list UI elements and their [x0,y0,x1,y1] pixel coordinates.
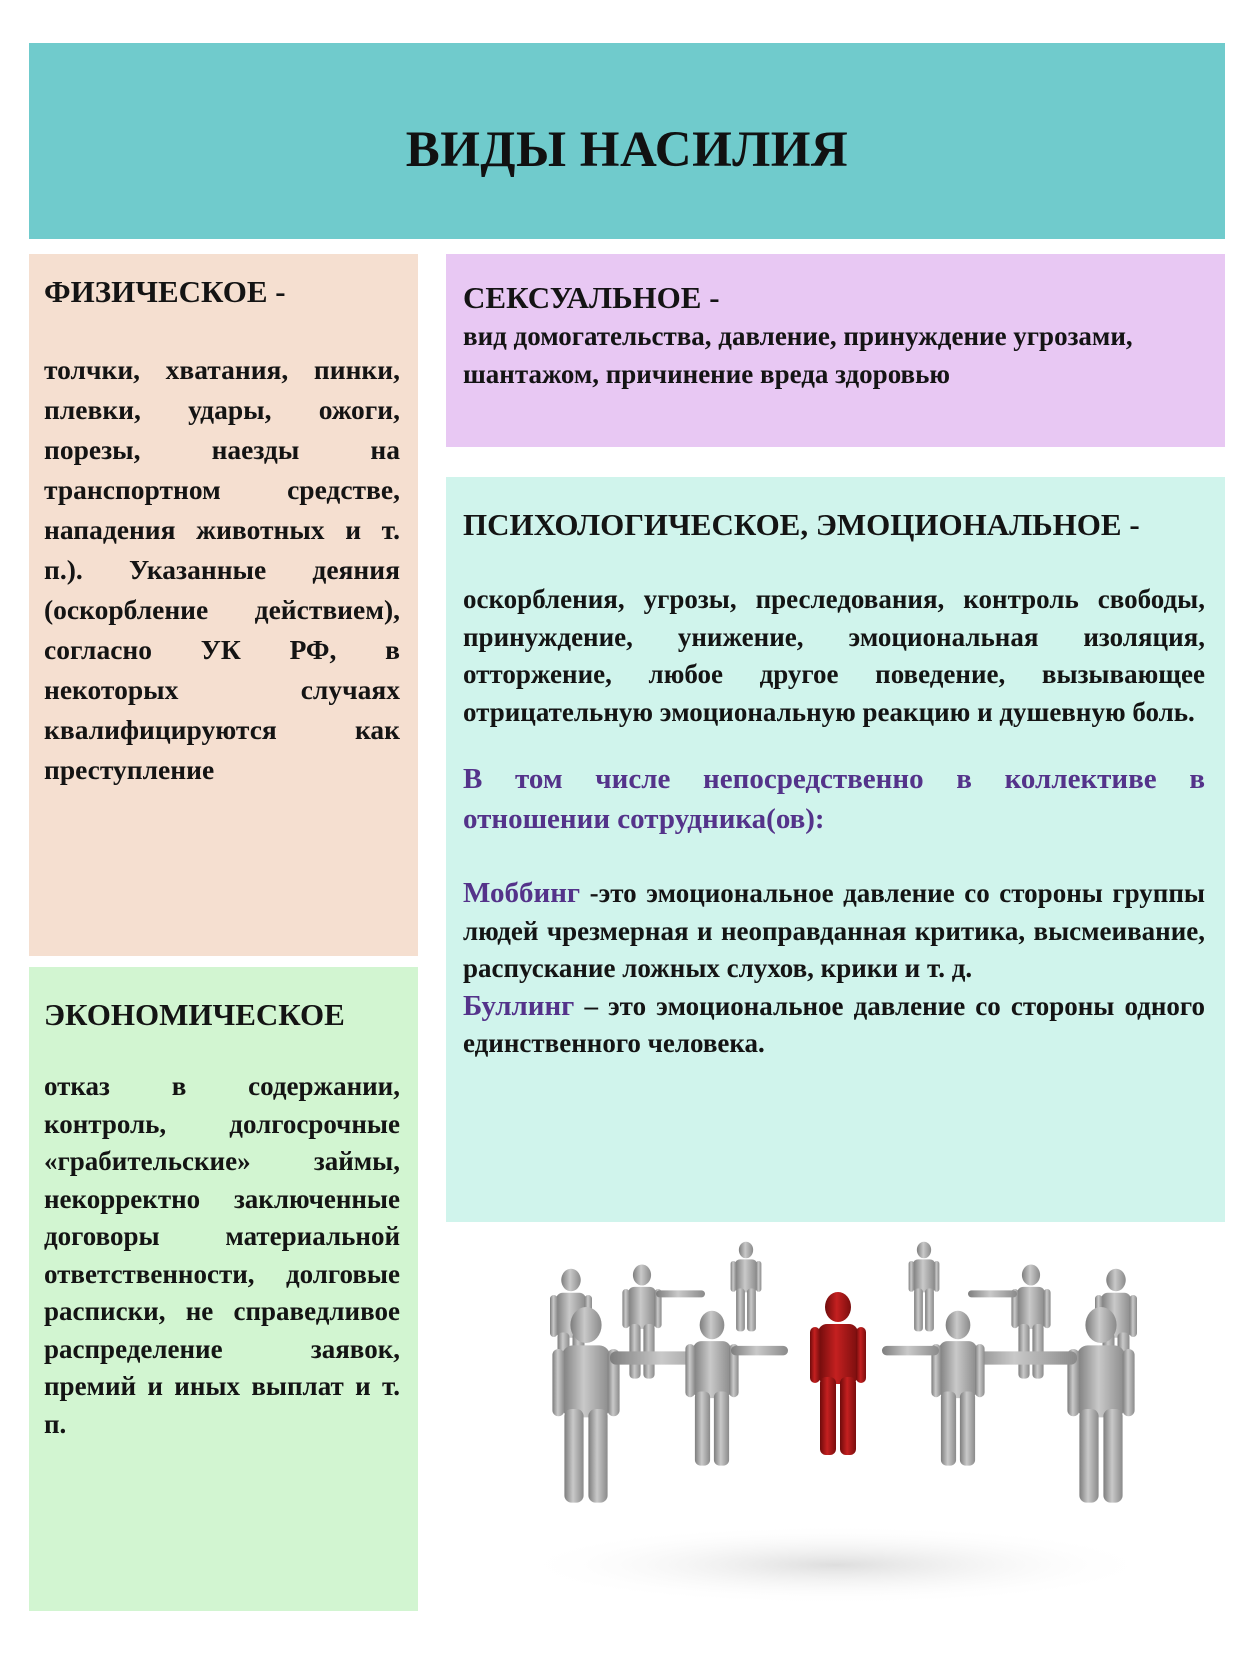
sexual-heading: СЕКСУАЛЬНОЕ - [463,280,720,315]
economic-violence-panel [29,967,418,1611]
title-banner [29,43,1225,239]
workplace-note: В том числе непосредственно в коллективе в отношении сотрудника(ов): [463,763,1205,835]
psychological-description: оскорбления, угрозы, преследования, контроль свободы, принуждение, унижение, эмоциональная изоляция, отторжение, любое другое поведение, вызывающее отрицательную эмоциональную реакцию и душевную боль. [463,584,1205,727]
physical-violence-panel [29,254,418,956]
crowd-pointing-at-person-icon [446,1235,1225,1615]
mobbing-text: -это эмоциональное давление со стороны группы людей чрезмерная и неоправданная критика, высмеивание, распускание ложных слухов, крики и т. д. [463,878,1205,983]
bullying-definition [463,988,1205,1063]
bullying-text: – это эмоциональное давление со стороны одного единственного человека. [463,990,1205,1058]
bullying-term: Буллинг [463,989,575,1022]
sexual-violence-panel [446,254,1225,447]
psychological-violence-panel [446,477,1225,1222]
economic-heading: ЭКОНОМИЧЕСКОЕ [44,997,345,1032]
economic-description: отказ в содержании, контроль, долгосрочные «грабительские» займы, некорректно заключенные договоры материальной ответственности, долговые расписки, не справедливое распределение заявок, премий и иных выплат и т. п. [44,1071,400,1439]
mobbing-definition [463,875,1205,988]
sexual-description: вид домогательства, давление, принуждение угрозами, шантажом, причинение вреда здоровью [463,321,1133,389]
physical-heading: ФИЗИЧЕСКОЕ - [44,274,286,309]
psychological-heading: ПСИХОЛОГИЧЕСКОЕ, ЭМОЦИОНАЛЬНОЕ - [463,507,1140,542]
page-title: ВИДЫ НАСИЛИЯ [405,122,849,178]
physical-description: толчки, хватания, пинки, плевки, удары, ожоги, порезы, наезды на транспортном средстве, нападения животных и т. п.). Указанные деяния (оскорбление действием), согласно УК РФ, в некоторых случаях квалифицируются как преступление [44,354,400,785]
mobbing-term: Моббинг [463,877,581,909]
